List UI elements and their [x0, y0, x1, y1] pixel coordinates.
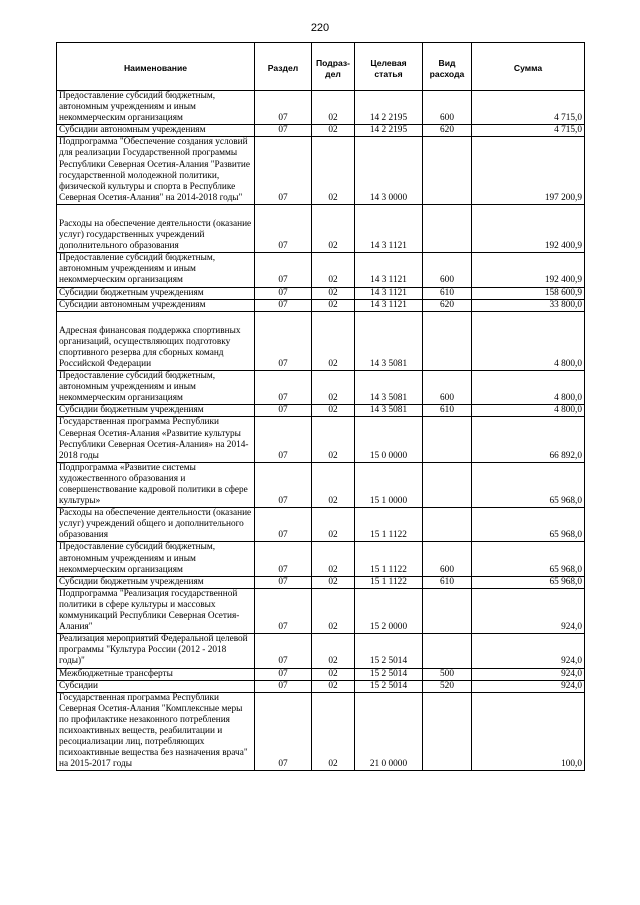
cell-article: 14 3 1121 — [355, 253, 423, 287]
cell-article: 15 0 0000 — [355, 417, 423, 462]
cell-section: 07 — [255, 91, 312, 125]
cell-section: 07 — [255, 692, 312, 771]
cell-kind: 500 — [423, 668, 472, 680]
cell-section: 07 — [255, 253, 312, 287]
cell-subsection: 02 — [312, 634, 355, 668]
table-row — [57, 371, 585, 405]
cell-subsection: 02 — [312, 299, 355, 311]
cell-section: 07 — [255, 371, 312, 405]
table-row — [57, 287, 585, 299]
cell-subsection: 02 — [312, 253, 355, 287]
cell-subsection: 02 — [312, 576, 355, 588]
cell-name: Субсидии — [57, 680, 255, 692]
cell-sum: 65 968,0 — [472, 576, 585, 588]
table-row — [57, 125, 585, 137]
cell-kind — [423, 462, 472, 507]
cell-subsection: 02 — [312, 311, 355, 370]
cell-section: 07 — [255, 204, 312, 252]
table-row — [57, 508, 585, 542]
cell-sum: 4 800,0 — [472, 311, 585, 370]
budget-table — [56, 42, 585, 771]
table-row — [57, 588, 585, 633]
cell-kind: 600 — [423, 253, 472, 287]
table-header-row — [57, 43, 585, 91]
cell-section: 07 — [255, 508, 312, 542]
table-row — [57, 542, 585, 576]
cell-name: Субсидии бюджетным учреждениям — [57, 287, 255, 299]
cell-section: 07 — [255, 311, 312, 370]
cell-sum: 4 800,0 — [472, 371, 585, 405]
cell-subsection: 02 — [312, 417, 355, 462]
table-row — [57, 299, 585, 311]
cell-article: 14 3 1121 — [355, 287, 423, 299]
table-row — [57, 311, 585, 370]
cell-subsection: 02 — [312, 692, 355, 771]
table-row — [57, 91, 585, 125]
cell-name: Государственная программа Республики Северная Осетия-Алания «Развитие культуры Республики Северная Осетия-Алания» на 2014-2018 годы — [57, 417, 255, 462]
page-number: 220 — [310, 22, 330, 34]
table-row — [57, 576, 585, 588]
cell-kind: 600 — [423, 371, 472, 405]
cell-name: Адресная финансовая поддержка спортивных организаций, осуществляющих подготовку спортивного резерва для сборных команд Российской Федерации — [57, 311, 255, 370]
cell-name: Предоставление субсидий бюджетным, автономным учреждениям и иным некоммерческим организациям — [57, 253, 255, 287]
cell-subsection: 02 — [312, 287, 355, 299]
cell-sum: 924,0 — [472, 634, 585, 668]
cell-subsection: 02 — [312, 405, 355, 417]
table-row — [57, 668, 585, 680]
cell-kind — [423, 634, 472, 668]
cell-sum: 158 600,9 — [472, 287, 585, 299]
cell-section: 07 — [255, 417, 312, 462]
table-row — [57, 417, 585, 462]
cell-sum: 100,0 — [472, 692, 585, 771]
cell-kind: 620 — [423, 125, 472, 137]
cell-article: 14 3 0000 — [355, 137, 423, 205]
table-row — [57, 634, 585, 668]
cell-kind: 600 — [423, 542, 472, 576]
cell-article: 14 3 5081 — [355, 311, 423, 370]
cell-kind: 610 — [423, 287, 472, 299]
cell-section: 07 — [255, 287, 312, 299]
cell-article: 15 1 1122 — [355, 508, 423, 542]
cell-sum: 33 800,0 — [472, 299, 585, 311]
cell-article: 15 1 0000 — [355, 462, 423, 507]
cell-article: 15 1 1122 — [355, 576, 423, 588]
cell-subsection: 02 — [312, 137, 355, 205]
cell-sum: 4 715,0 — [472, 125, 585, 137]
cell-subsection: 02 — [312, 204, 355, 252]
table-row — [57, 405, 585, 417]
cell-subsection: 02 — [312, 91, 355, 125]
cell-name: Предоставление субсидий бюджетным, автономным учреждениям и иным некоммерческим организациям — [57, 542, 255, 576]
cell-article: 14 2 2195 — [355, 125, 423, 137]
cell-subsection: 02 — [312, 371, 355, 405]
cell-kind — [423, 588, 472, 633]
cell-kind — [423, 692, 472, 771]
cell-sum: 4 715,0 — [472, 91, 585, 125]
cell-name: Предоставление субсидий бюджетным, автономным учреждениям и иным некоммерческим организациям — [57, 91, 255, 125]
cell-name: Межбюджетные трансферты — [57, 668, 255, 680]
cell-section: 07 — [255, 137, 312, 205]
table-row — [57, 462, 585, 507]
column-header-name: Наименование — [57, 43, 255, 91]
cell-section: 07 — [255, 588, 312, 633]
cell-sum: 924,0 — [472, 680, 585, 692]
cell-kind: 610 — [423, 576, 472, 588]
cell-name: Государственная программа Республики Северная Осетия-Алания "Комплексные меры по профилактике незаконного потребления психоактивных веществ, реабилитации и ресоциализации лиц, потребляющих психоактивные вещества без назначения врача" на 2015-2017 годы — [57, 692, 255, 771]
cell-article: 14 3 1121 — [355, 204, 423, 252]
cell-subsection: 02 — [312, 542, 355, 576]
cell-subsection: 02 — [312, 668, 355, 680]
column-header-sum: Сумма — [472, 43, 585, 91]
cell-kind: 620 — [423, 299, 472, 311]
column-header-kind: Вид расхода — [423, 43, 472, 91]
cell-article: 15 2 0000 — [355, 588, 423, 633]
cell-kind: 600 — [423, 91, 472, 125]
cell-kind: 610 — [423, 405, 472, 417]
cell-section: 07 — [255, 125, 312, 137]
cell-name: Субсидии бюджетным учреждениям — [57, 405, 255, 417]
cell-sum: 924,0 — [472, 588, 585, 633]
cell-section: 07 — [255, 576, 312, 588]
cell-kind — [423, 204, 472, 252]
cell-section: 07 — [255, 634, 312, 668]
cell-section: 07 — [255, 668, 312, 680]
cell-article: 15 1 1122 — [355, 542, 423, 576]
table-body — [57, 91, 585, 771]
table-row — [57, 204, 585, 252]
cell-article: 14 3 5081 — [355, 405, 423, 417]
cell-sum: 65 968,0 — [472, 508, 585, 542]
cell-article: 14 3 1121 — [355, 299, 423, 311]
cell-kind — [423, 311, 472, 370]
cell-kind — [423, 417, 472, 462]
cell-name: Субсидии автономным учреждениям — [57, 299, 255, 311]
cell-name: Реализация мероприятий Федеральной целевой программы "Культура России (2012 - 2018 годы)" — [57, 634, 255, 668]
cell-kind — [423, 137, 472, 205]
column-header-section: Раздел — [255, 43, 312, 91]
cell-kind — [423, 508, 472, 542]
cell-sum: 66 892,0 — [472, 417, 585, 462]
cell-name: Подпрограмма "Реализация государственной политики в сфере культуры и массовых коммуникаций Республики Северная Осетия-Алания" — [57, 588, 255, 633]
cell-sum: 192 400,9 — [472, 253, 585, 287]
cell-section: 07 — [255, 462, 312, 507]
cell-sum: 65 968,0 — [472, 542, 585, 576]
cell-article: 21 0 0000 — [355, 692, 423, 771]
cell-article: 15 2 5014 — [355, 634, 423, 668]
cell-name: Подпрограмма "Обеспечение создания условий для реализации Государственной программы Республики Северная Осетия-Алания "Развитие государственной молодежной политики, физической культуры и спорта в Республике Северная Осетия-Алания" на 2014-2018 годы" — [57, 137, 255, 205]
cell-article: 15 2 5014 — [355, 680, 423, 692]
cell-name: Расходы на обеспечение деятельности (оказание услуг) учреждений общего и дополнительного образования — [57, 508, 255, 542]
cell-section: 07 — [255, 680, 312, 692]
table-row — [57, 680, 585, 692]
cell-sum: 4 800,0 — [472, 405, 585, 417]
table-row — [57, 137, 585, 205]
cell-name: Расходы на обеспечение деятельности (оказание услуг) государственных учреждений дополнительного образования — [57, 204, 255, 252]
cell-article: 14 2 2195 — [355, 91, 423, 125]
cell-sum: 197 200,9 — [472, 137, 585, 205]
cell-subsection: 02 — [312, 680, 355, 692]
cell-sum: 924,0 — [472, 668, 585, 680]
table-row — [57, 692, 585, 771]
cell-section: 07 — [255, 299, 312, 311]
cell-article: 14 3 5081 — [355, 371, 423, 405]
cell-sum: 65 968,0 — [472, 462, 585, 507]
cell-article: 15 2 5014 — [355, 668, 423, 680]
cell-name: Предоставление субсидий бюджетным, автономным учреждениям и иным некоммерческим организациям — [57, 371, 255, 405]
cell-name: Субсидии бюджетным учреждениям — [57, 576, 255, 588]
cell-subsection: 02 — [312, 125, 355, 137]
cell-kind: 520 — [423, 680, 472, 692]
cell-section: 07 — [255, 405, 312, 417]
cell-subsection: 02 — [312, 588, 355, 633]
cell-section: 07 — [255, 542, 312, 576]
column-header-article: Целевая статья — [355, 43, 423, 91]
cell-name: Субсидии автономным учреждениям — [57, 125, 255, 137]
column-header-subsection: Подраз-дел — [312, 43, 355, 91]
cell-subsection: 02 — [312, 508, 355, 542]
cell-name: Подпрограмма «Развитие системы художественного образования и совершенствование кадровой политики в сфере культуры» — [57, 462, 255, 507]
cell-subsection: 02 — [312, 462, 355, 507]
cell-sum: 192 400,9 — [472, 204, 585, 252]
table-row — [57, 253, 585, 287]
